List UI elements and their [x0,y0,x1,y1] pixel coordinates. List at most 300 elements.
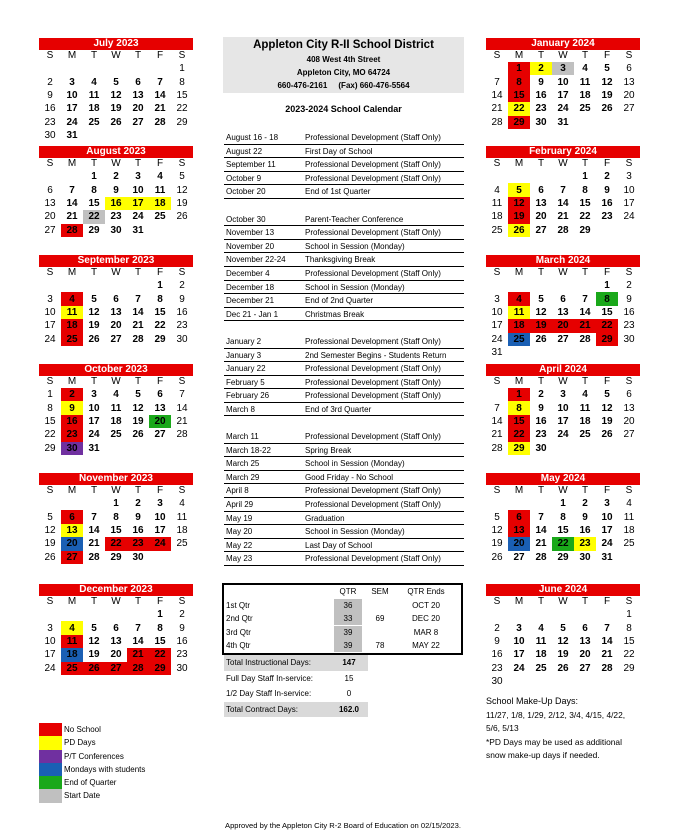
day-cell: 18 [149,197,171,210]
day-cell: 26 [557,662,569,674]
day-cell: 28 [601,662,613,674]
day-cell: 16 [132,524,144,536]
empty-cell [486,388,508,401]
day-cell: 3 [626,171,632,183]
totals-label: Total Instructional Days: [226,658,311,667]
event-name: Graduation [305,513,345,523]
day-cell: 20 [623,415,635,427]
day-cell: 20 [110,320,122,332]
week-row [39,279,193,292]
weekday-header: S [46,50,54,61]
summary-qtr-end: MAY 22 [412,641,440,651]
day-cell: 20 [110,649,122,661]
weekday-header: M [514,485,524,496]
day-cell: 30 [535,442,547,454]
weekday-header: T [90,158,98,169]
day-cell: 13 [579,635,591,647]
weekday-header: W [558,376,568,387]
day-cell: 25 [579,103,591,115]
month-title: February 2024 [486,146,640,158]
day-cell: 15 [154,306,166,318]
weekday-header: W [111,267,121,278]
empty-cell [552,608,574,621]
day-cell: 10 [44,635,56,647]
day-cell: 5 [538,293,544,305]
empty-cell [39,608,61,621]
day-cell: 9 [135,511,141,523]
event-name: Professional Development (Staff Only) [305,500,441,510]
day-cell: 16 [105,197,127,210]
event-row [224,308,464,322]
day-cell: 24 [149,537,171,550]
weekday-header-row [39,267,193,279]
week-row [486,608,640,621]
empty-cell [149,62,171,75]
day-cell: 22 [44,429,56,441]
week-row [486,510,640,523]
day-cell: 26 [508,224,530,237]
empty-cell [618,116,640,129]
weekday-header: T [90,596,98,607]
month-title: April 2024 [486,364,640,376]
empty-cell [508,170,530,183]
empty-cell [61,170,83,183]
month-grid [39,485,193,564]
event-name: First Day of School [305,146,373,156]
event-name: Professional Development (Staff Only) [305,133,441,142]
day-cell: 29 [110,551,122,563]
weekday-header: M [514,267,524,278]
day-cell: 8 [626,622,632,634]
day-cell: 19 [110,103,122,115]
day-cell: 2 [604,171,610,183]
weekday-header: M [67,50,77,61]
empty-cell [83,497,105,510]
day-cell: 17 [44,320,56,332]
weekday-header: T [537,485,545,496]
day-cell: 28 [579,333,591,345]
event-row [224,281,464,295]
event-date: March 18-22 [226,445,271,455]
day-cell: 21 [535,538,547,550]
summary-quarter-label: 3rd Qtr [226,627,251,637]
empty-cell [618,675,640,688]
week-row [39,662,193,675]
week-row [39,497,193,510]
event-name: Christmas Break [305,309,365,319]
week-row [39,197,193,210]
event-name: Professional Development (Staff Only) [305,336,441,346]
day-cell: 11 [508,306,530,319]
event-name: Parent-Teacher Conference [305,214,404,224]
week-row [39,306,193,319]
weekday-header: S [46,267,54,278]
weekday-header: S [625,596,633,607]
day-cell: 15 [154,635,166,647]
day-cell: 24 [513,662,525,674]
week-row [486,415,640,428]
week-row [39,537,193,550]
day-cell: 22 [552,537,574,550]
events-list [224,131,464,566]
empty-cell [508,497,530,510]
day-cell: 29 [596,333,618,346]
event-date: January 2 [226,336,262,346]
day-cell: 1 [626,609,632,621]
day-cell: 24 [557,429,569,441]
day-cell: 30 [132,551,144,563]
weekday-header: F [603,267,611,278]
week-row [39,510,193,523]
day-cell: 24 [601,538,613,550]
event-row [224,484,464,498]
weekday-header: W [111,50,121,61]
day-cell: 13 [557,306,569,318]
event-row [224,158,464,172]
day-cell: 30 [176,662,188,674]
weekday-header-row [39,485,193,497]
week-row [486,442,640,455]
weekday-header-row [39,596,193,608]
day-cell: 10 [44,306,56,318]
event-date: April 8 [226,486,249,496]
day-cell: 14 [66,197,78,209]
month-title: June 2024 [486,584,640,596]
empty-cell [618,551,640,564]
month-february-2024 [486,146,640,237]
day-cell: 10 [623,184,635,196]
empty-cell [618,346,640,359]
day-cell: 7 [494,402,500,414]
day-cell: 29 [154,333,166,345]
weekday-header: W [558,267,568,278]
day-cell: 23 [176,320,188,332]
weekday-header: M [514,158,524,169]
day-cell: 2 [47,76,53,88]
day-cell: 23 [176,649,188,661]
day-cell: 8 [560,511,566,523]
weekday-header: T [134,376,142,387]
weekday-header: S [178,485,186,496]
event-name: End of 2nd Quarter [305,296,374,306]
day-cell: 7 [582,293,588,305]
day-cell: 9 [626,293,632,305]
day-cell: 25 [110,429,122,441]
legend-label: P/T Conferences [64,751,124,761]
day-cell: 6 [560,293,566,305]
empty-cell [508,675,530,688]
week-row [39,62,193,75]
day-cell: 9 [113,184,119,196]
legend-label: PD Days [64,738,96,748]
day-cell: 28 [491,442,503,454]
day-cell: 24 [66,116,78,128]
day-cell: 1 [604,280,610,292]
legend-item [39,723,179,736]
day-cell: 4 [508,292,530,305]
district-header [223,37,464,93]
event-date: February 26 [226,391,270,401]
event-row [224,457,464,471]
legend-label: Start Date [64,791,101,801]
day-cell: 5 [604,389,610,401]
event-date: May 20 [226,527,253,537]
event-row [224,444,464,458]
weekday-header: F [156,485,164,496]
event-name: School in Session (Monday) [305,459,405,469]
totals-value: 162.0 [338,704,360,714]
day-cell: 25 [623,538,635,550]
empty-cell [171,551,193,564]
month-january-2024 [486,38,640,129]
empty-cell [61,62,83,75]
day-cell: 2 [179,280,185,292]
day-cell: 10 [154,511,166,523]
month-april-2024 [486,364,640,455]
weekday-header: F [156,158,164,169]
event-date: May 19 [226,513,253,523]
day-cell: 8 [596,292,618,305]
week-row [486,675,640,688]
day-cell: 1 [508,62,530,75]
totals-row [224,671,368,687]
event-row [224,430,464,444]
month-title: May 2024 [486,473,640,485]
day-cell: 1 [113,498,119,510]
day-cell: 6 [113,622,119,634]
day-cell: 19 [44,538,56,550]
day-cell: 21 [127,648,149,661]
day-cell: 28 [127,662,149,675]
empty-cell [508,346,530,359]
weekday-header-row [486,158,640,170]
day-cell: 21 [66,211,78,223]
day-cell: 7 [560,184,566,196]
empty-cell [127,608,149,621]
event-name: Professional Development (Staff Only) [305,377,441,387]
day-cell: 11 [176,511,188,523]
day-cell: 10 [88,402,100,414]
day-cell: 14 [557,197,569,209]
event-row [224,376,464,390]
day-cell: 21 [491,429,503,441]
day-cell: 15 [110,524,122,536]
weekday-header: S [178,50,186,61]
day-cell: 16 [623,306,635,318]
day-cell: 7 [135,622,141,634]
day-cell: 26 [83,662,105,675]
month-grid [486,596,640,688]
empty-cell [83,608,105,621]
day-cell: 26 [601,103,613,115]
week-row [486,537,640,550]
empty-cell [530,346,552,359]
weekday-header: S [178,267,186,278]
day-cell: 15 [601,306,613,318]
day-cell: 11 [88,89,100,101]
day-cell: 3 [604,498,610,510]
day-cell: 18 [61,319,83,332]
day-cell: 20 [579,649,591,661]
weekday-header: S [493,485,501,496]
day-cell: 14 [491,415,503,427]
event-name: School in Session (Monday) [305,282,405,292]
weekday-header: T [134,485,142,496]
legend-swatch [39,789,62,802]
day-cell: 22 [508,428,530,441]
empty-cell [127,279,149,292]
summary-qtr-header: QTR [339,587,357,596]
day-cell: 4 [538,622,544,634]
weekday-header: M [514,50,524,61]
day-cell: 1 [179,63,185,75]
month-grid [486,485,640,564]
makeup-note-2: snow make-up days if needed. [486,750,600,760]
day-cell: 20 [535,211,547,223]
calendar-title: 2023-2024 School Calendar [285,104,402,114]
event-date: January 22 [226,364,266,374]
event-date: March 25 [226,459,260,469]
week-row [39,621,193,634]
day-cell: 5 [508,183,530,196]
day-cell: 4 [91,76,97,88]
summary-qtr-days: 36 [334,599,362,612]
day-cell: 20 [623,89,635,101]
day-cell: 13 [154,402,166,414]
day-cell: 6 [626,389,632,401]
day-cell: 10 [491,306,503,318]
day-cell: 29 [508,442,530,455]
week-row [486,292,640,305]
day-cell: 10 [66,89,78,101]
month-grid [486,158,640,237]
day-cell: 1 [582,171,588,183]
weekday-header-row [486,596,640,608]
makeup-days [486,695,646,763]
day-cell: 25 [88,116,100,128]
empty-cell [530,170,552,183]
day-cell: 2 [626,280,632,292]
week-row [39,183,193,196]
day-cell: 19 [88,649,100,661]
weekday-header: F [156,596,164,607]
weekday-header: T [134,50,142,61]
weekday-header: S [493,596,501,607]
empty-cell [530,279,552,292]
weekday-header: T [581,50,589,61]
day-cell: 9 [604,184,610,196]
legend-item [39,750,179,763]
empty-cell [596,675,618,688]
totals-value: 15 [344,673,354,683]
day-cell: 19 [491,538,503,550]
day-cell: 14 [579,306,591,318]
legend-swatch [39,723,62,736]
week-row [486,279,640,292]
day-cell: 25 [176,538,188,550]
weekday-header-row [486,485,640,497]
event-date: November 20 [226,241,275,251]
summary-qtr-days: 39 [334,639,362,652]
day-cell: 30 [110,224,122,236]
day-cell: 5 [91,622,97,634]
empty-cell [171,442,193,455]
month-title: January 2024 [486,38,640,50]
day-cell: 19 [132,415,144,427]
day-cell: 7 [69,184,75,196]
event-row [224,213,464,227]
day-cell: 28 [176,429,188,441]
day-cell: 9 [494,635,500,647]
day-cell: 27 [623,103,635,115]
day-cell: 7 [135,293,141,305]
day-cell: 8 [157,622,163,634]
summary-row [224,612,461,626]
summary-quarter-label: 1st Qtr [226,600,251,610]
event-date: November 13 [226,228,275,238]
day-cell: 22 [508,102,530,115]
event-row [224,525,464,539]
day-cell: 16 [535,89,547,101]
day-cell: 22 [176,103,188,115]
day-cell: 28 [88,551,100,563]
weekday-header: F [156,267,164,278]
day-cell: 19 [88,320,100,332]
summary-sem-header: SEM [371,587,389,596]
totals-table [224,655,368,717]
day-cell: 27 [535,224,547,236]
month-title: August 2023 [39,146,193,158]
day-cell: 27 [44,224,56,236]
weekday-header: F [603,376,611,387]
day-cell: 2 [179,609,185,621]
month-may-2024 [486,473,640,564]
day-cell: 22 [154,320,166,332]
day-cell: 10 [557,76,569,88]
week-row [39,401,193,414]
totals-row [224,686,368,702]
day-cell: 26 [491,551,503,563]
weekday-header-row [486,376,640,388]
day-cell: 22 [105,537,127,550]
empty-cell [574,442,596,455]
week-row [486,170,640,183]
empty-cell [574,279,596,292]
event-date: August 16 - 18 [226,133,279,142]
day-cell: 3 [516,622,522,634]
day-cell: 18 [176,524,188,536]
day-cell: 13 [110,306,122,318]
weekday-header: W [558,596,568,607]
summary-qtr-days: 39 [334,626,362,639]
weekday-header: S [625,158,633,169]
day-cell: 25 [508,333,530,346]
empty-cell [105,442,127,455]
empty-cell [596,224,618,237]
day-cell: 27 [623,429,635,441]
week-row [486,497,640,510]
weekday-header: F [603,50,611,61]
district-address: 408 West 4th Street [306,55,381,64]
empty-cell [552,170,574,183]
district-phone: 660-476-2161 (Fax) 660-476-5564 [277,81,410,90]
empty-cell [171,129,193,142]
weekday-header: S [46,158,54,169]
day-cell: 29 [149,662,171,675]
day-cell: 25 [579,429,591,441]
weekday-header: T [90,485,98,496]
week-row [39,415,193,428]
